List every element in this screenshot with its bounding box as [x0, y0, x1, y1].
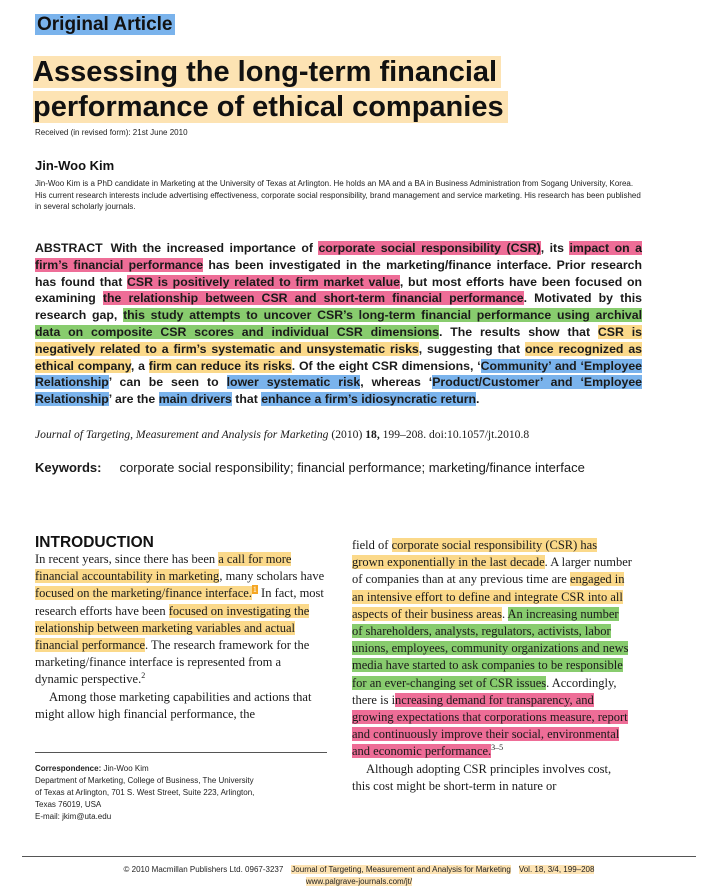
author-bio-text: is a PhD candidate in Marketing at the University of Texas at Arlington. He holds an MA and a BA in Business Administration from Sogang University, Korea. His current research interests include advertising effectiveness, corporate social responsibility, brand management and service marketing. His research has been published in several scholarly journals.: [35, 179, 641, 211]
citation-journal: Journal of Targeting, Measurement and Analysis for Marketing: [35, 428, 329, 441]
body-column-left: [35, 551, 327, 723]
citation-pages-doi: 199–208. doi:10.1057/jt.2010.8: [382, 428, 530, 441]
abstract-label: ABSTRACT: [35, 241, 103, 255]
highlighted-text: Product/Customer’ and ‘Employee Relationship: [35, 375, 643, 407]
highlighted-text: lower systematic risk: [226, 375, 361, 390]
text-run: Among those marketing capabilities and actions that might allow high financial performance, the: [35, 689, 312, 721]
text-run: ’ can be seen to: [108, 375, 227, 390]
highlighted-text: corporate social responsibility (CSR) has grown exponentially in the last decade: [352, 538, 598, 570]
reference-superscript: 1: [252, 585, 257, 595]
footer-divider: [22, 856, 696, 857]
highlighted-text: focused on the marketing/finance interface.: [35, 586, 252, 601]
text-run: has been investigated in the marketing/finance interface. Prior research has found that: [35, 257, 642, 289]
text-run: . The research framework for the marketing/finance interface is represented from a dynamic perspective.: [35, 638, 310, 687]
body-paragraph: [352, 761, 632, 795]
abstract-body: [35, 241, 642, 406]
section-heading-introduction: INTRODUCTION: [35, 534, 154, 551]
body-column-right: [352, 537, 632, 795]
text-run: In recent years, since there has been: [35, 552, 219, 566]
highlighted-text: CSR is positively related to firm market value: [127, 274, 400, 289]
footer-url-line: [0, 876, 718, 888]
correspondence-email: E-mail: jkim@uta.edu: [35, 812, 112, 821]
footer-url[interactable]: www.palgrave-journals.com/jt/: [305, 877, 413, 886]
correspondence-line: of Texas at Arlington, 701 S. West Street, Suite 223, Arlington,: [35, 788, 255, 797]
text-run: that: [231, 392, 262, 407]
correspondence-block: [35, 763, 327, 823]
text-run: , its: [540, 241, 570, 255]
abstract: [35, 240, 642, 408]
text-run: ’ are the: [108, 392, 159, 407]
correspondence-line: Texas 76019, USA: [35, 800, 102, 809]
footer-volume: Vol. 18, 3/4, 199–208: [518, 865, 595, 874]
correspondence-heading: [35, 763, 327, 775]
keywords-label: Keywords:: [35, 460, 102, 475]
highlighted-text: firm can reduce its risks: [148, 358, 292, 373]
text-run: In fact, most research efforts have been: [35, 586, 324, 618]
highlighted-text: focused on investigating the relationship between marketing variables and actual financial performance: [35, 603, 310, 653]
text-run: , many scholars have: [219, 569, 325, 584]
highlighted-text: enhance a firm’s idiosyncratic return: [261, 392, 477, 407]
text-run: , a: [130, 358, 149, 373]
highlighted-text: Community’ and ‘Employee Relationship: [35, 358, 642, 390]
body-paragraph: [352, 537, 632, 761]
body-paragraph: [35, 689, 327, 723]
received-date: Received (in revised form): 21st June 2010: [35, 128, 188, 137]
highlighted-text: CSR is negatively related to a firm’s systematic and unsystematic risks: [35, 324, 643, 356]
highlighted-text: main drivers: [158, 392, 232, 407]
highlighted-text: corporate social responsibility (CSR): [318, 241, 541, 255]
citation-volume: 18,: [365, 428, 380, 441]
correspondence-divider: [35, 752, 327, 753]
keywords-text: corporate social responsibility; financial performance; marketing/finance interface: [119, 460, 585, 475]
article-title: [33, 55, 633, 125]
author-name: Jin-Woo Kim: [35, 158, 115, 173]
text-run: , whereas ‘: [360, 375, 433, 390]
text-run: field of: [352, 538, 392, 552]
text-run: . Accordingly, there is i: [352, 675, 617, 707]
text-run: Although adopting CSR principles involves cost, this cost might be short-term in nature or: [352, 761, 612, 793]
text-run: , suggesting that: [418, 341, 525, 356]
citation-year: (2010): [331, 428, 363, 441]
author-bio-name: Jin-Woo Kim: [35, 179, 81, 188]
text-run: .: [501, 606, 508, 621]
highlighted-text: once recognized as ethical company: [35, 341, 642, 373]
reference-superscript: 2: [141, 671, 146, 681]
highlighted-text: impact on a firm’s financial performance: [35, 241, 642, 272]
text-run: , but most efforts have been focused on examining: [35, 274, 642, 306]
highlighted-text: this study attempts to uncover CSR’s long-term financial performance using archival data on composite CSR scores and individual CSR dimensions: [35, 308, 643, 339]
citation: [35, 428, 529, 441]
text-run: . The results show that: [438, 324, 598, 339]
text-run: .: [476, 392, 480, 407]
text-run: With the increased importance of: [110, 241, 319, 255]
article-title-text: Assessing the long-term financial performance of ethical companies: [33, 56, 508, 123]
article-type-text: Original Article: [37, 14, 173, 35]
text-run: . Motivated by this research gap,: [35, 291, 642, 323]
article-type-label: [35, 14, 175, 36]
footer-journal: Journal of Targeting, Measurement and Analysis for Marketing: [291, 865, 511, 874]
text-run: . Of the eight CSR dimensions, ‘: [291, 358, 481, 373]
keywords: [35, 460, 585, 475]
author-bio: [35, 178, 645, 213]
highlighted-text: An increasing number of shareholders, analysts, regulators, activists, labor unions, employees, community organizations and news media have started to ask companies to be responsible for an ever-changing set of CSR issues: [352, 606, 629, 690]
highlighted-text: engaged in an intensive effort to define and integrate CSR into all aspects of their business areas: [352, 572, 625, 621]
body-paragraph: [35, 551, 327, 689]
highlighted-text: ncreasing demand for transparency, and growing expectations that corporations measure, report and continuously improve their social, environmental and economic performance.: [352, 692, 628, 759]
footer-line: [0, 864, 718, 876]
text-run: . A larger number of companies than at any previous time are: [352, 555, 632, 587]
correspondence-name: Jin-Woo Kim: [103, 764, 149, 773]
correspondence-label: Correspondence:: [35, 764, 102, 773]
page-footer: [0, 864, 718, 888]
correspondence-line: Department of Marketing, College of Business, The University: [35, 776, 254, 785]
highlighted-text: a call for more financial accountability in marketing: [35, 552, 292, 584]
footer-copyright: © 2010 Macmillan Publishers Ltd. 0967-3237: [123, 865, 284, 874]
highlighted-text: the relationship between CSR and short-term financial performance: [102, 291, 524, 306]
reference-superscript: 3–5: [491, 743, 504, 753]
